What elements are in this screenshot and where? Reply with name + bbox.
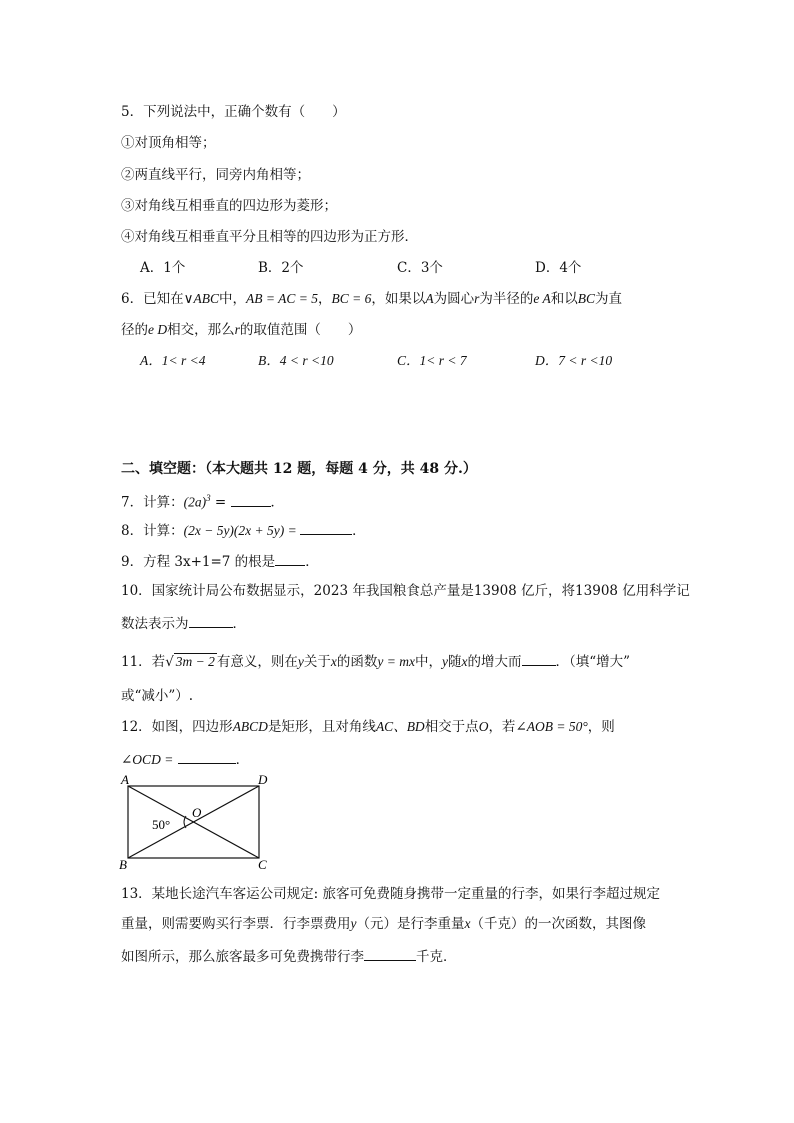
q7-answer-blank[interactable] — [231, 492, 271, 507]
q13-answer-blank[interactable] — [364, 946, 416, 961]
q6-line-2: 径的e D相交，那么r的取值范围（ ） — [121, 322, 362, 338]
q10-answer-blank[interactable] — [189, 613, 233, 628]
q11-answer-blank[interactable] — [522, 651, 556, 666]
q6-line-1: 6．已知在∨ABC中，AB = AC = 5，BC = 6，如果以A为圆心r为半径的e A和以BC为直 — [121, 291, 622, 307]
section-2-title: 二、填空题：（本大题共 12 题，每题 4 分，共 48 分.） — [121, 461, 477, 477]
q9-line: 9．方程 3x+1=7 的根是 ． — [121, 551, 319, 571]
q6-option-d: D．7 < r <10 — [535, 353, 613, 368]
q13-line-3: 如图所示，那么旅客最多可免费携带行李 千克． — [121, 946, 457, 966]
q7-line: 7．计算：$(2a)^3$ = ． — [121, 493, 284, 511]
q10-line-1: 10．国家统计局公布数据显示，2023 年我国粮食总产量是13908 亿斤，将13908 亿用科学记 — [121, 583, 690, 599]
q5-item-3: ③对角线互相垂直的四边形为菱形； — [121, 198, 337, 214]
q13-line-1: 13．某地长途汽车客运公司规定: 旅客可免费随身携带一定重量的行李，如果行李超过规定 — [121, 886, 661, 902]
q5-item-2: ②两直线平行，同旁内角相等； — [121, 167, 310, 183]
vertex-c-label: C — [258, 857, 267, 872]
sqrt-expression: √ 3m − 2 — [165, 654, 215, 670]
q11-line-2: 或“减小”）. — [121, 688, 194, 704]
q8-answer-blank[interactable] — [300, 520, 352, 535]
vertex-d-label: D — [258, 772, 268, 787]
q5-option-d: D．4个 — [535, 260, 582, 276]
q13-line-2: 重量，则需要购买行李票．行李票费用y（元）是行李重量x（千克）的一次函数，其图像 — [121, 916, 646, 932]
q5-option-c: C．3个 — [397, 260, 443, 276]
q10-line-2: 数法表示为 ． — [121, 613, 246, 633]
q5-stem: 5．下列说法中，正确个数有（ ） — [121, 104, 346, 120]
q6-option-c: C．1< r < 7 — [397, 353, 467, 368]
q8-line: 8．计算：(2x − 5y)(2x + 5y) = ． — [121, 520, 366, 540]
q6-option-b: B．4 < r <10 — [258, 353, 334, 368]
q9-answer-blank[interactable] — [275, 551, 305, 566]
vertex-a-label: A — [121, 772, 129, 787]
q6-option-a: A．1< r <4 — [140, 353, 206, 368]
center-o-label: O — [192, 805, 202, 820]
q5-option-a: A．1个 — [140, 260, 186, 276]
q11-line-1: 11．若√ 3m − 2 有意义，则在y关于x的函数y = mx中，y随x的增大而 ．（填“增大” — [121, 651, 630, 671]
q5-item-1: ①对顶角相等； — [121, 135, 216, 151]
rectangle-diagram — [116, 770, 276, 874]
angle-50-label: 50° — [152, 817, 171, 832]
q12-line-2: ∠OCD = ． — [121, 749, 249, 769]
q5-item-4: ④对角线互相垂直平分且相等的四边形为正方形． — [121, 229, 418, 245]
vertex-b-label: B — [119, 857, 127, 872]
q12-line-1: 12．如图，四边形ABCD是矩形，且对角线AC、BD相交于点O，若∠AOB = 50°，则 — [121, 719, 615, 735]
q12-answer-blank[interactable] — [178, 749, 236, 764]
q5-option-b: B．2个 — [258, 260, 304, 276]
